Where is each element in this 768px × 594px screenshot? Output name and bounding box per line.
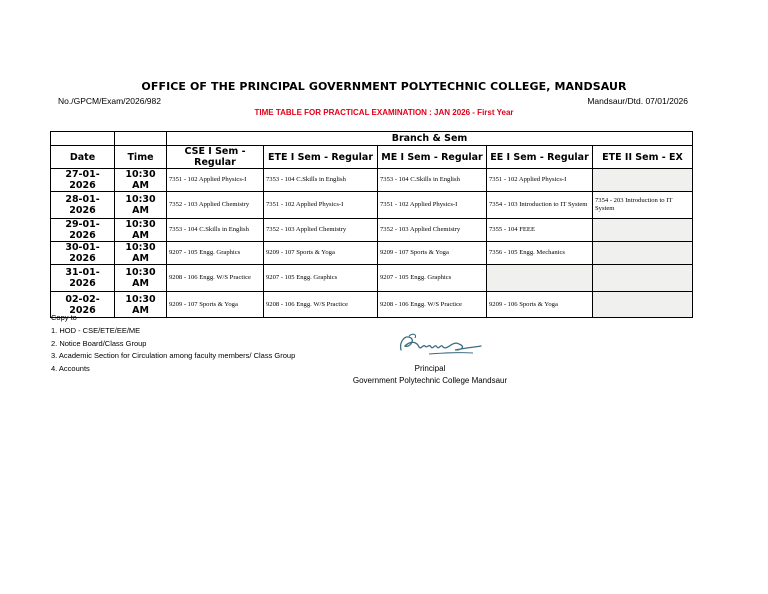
subject-cell: 7355 - 104 FEEE [487, 219, 593, 242]
copy-to-item: 4. Accounts [51, 364, 90, 374]
table-row [51, 169, 693, 192]
subject-cell: 7351 - 102 Applied Physics-I [487, 169, 593, 192]
subject-cell: 9208 - 106 Engg. W/S Practice [167, 265, 264, 292]
exam-time: 10:30 AM [115, 169, 167, 192]
exam-time: 10:30 AM [115, 192, 167, 219]
subject-cell: 7352 - 103 Applied Chemistry [378, 219, 487, 242]
subject-cell: 9209 - 107 Sports & Yoga [264, 242, 378, 265]
timetable-subtitle: TIME TABLE FOR PRACTICAL EXAMINATION : JAN 2026 - First Year [254, 108, 514, 117]
table-group-header-row [51, 132, 693, 146]
signatory-institution: Government Polytechnic College Mandsaur [352, 375, 508, 385]
subject-cell: 9209 - 107 Sports & Yoga [167, 292, 264, 318]
signatory-block [300, 363, 560, 386]
subject-cell: 7353 - 104 C.Skills in English [378, 169, 487, 192]
exam-date: 31-01-2026 [51, 265, 115, 292]
table-row [51, 242, 693, 265]
subject-cell: 9208 - 106 Engg. W/S Practice [378, 292, 487, 318]
header-blank [115, 132, 167, 146]
subject-cell: 7353 - 104 C.Skills in English [264, 169, 378, 192]
signature-icon [395, 328, 487, 360]
copy-to-list [51, 312, 295, 376]
exam-time: 10:30 AM [115, 242, 167, 265]
subject-cell: 7352 - 103 Applied Chemistry [167, 192, 264, 219]
copy-to-item: 3. Academic Section for Circulation among faculty members/ Class Group [51, 351, 296, 361]
empty-cell [487, 265, 593, 292]
subject-cell: 9207 - 105 Engg. Graphics [264, 265, 378, 292]
column-header-cse-1: CSE I Sem - Regular [167, 146, 264, 169]
table-row [51, 265, 693, 292]
exam-time: 10:30 AM [115, 292, 167, 318]
column-header-date: Date [51, 146, 115, 169]
column-header-me-1: ME I Sem - Regular [378, 146, 487, 169]
empty-cell [593, 265, 693, 292]
empty-cell [593, 292, 693, 318]
subject-cell: 7352 - 103 Applied Chemistry [264, 219, 378, 242]
subject-cell: 9207 - 105 Engg. Graphics [167, 242, 264, 265]
empty-cell [593, 219, 693, 242]
exam-date: 27-01-2026 [51, 169, 115, 192]
empty-cell [593, 242, 693, 265]
branch-sem-header: Branch & Sem [167, 132, 693, 146]
table-row [51, 219, 693, 242]
exam-time: 10:30 AM [115, 219, 167, 242]
place-date: Mandsaur/Dtd. 07/01/2026 [587, 96, 688, 106]
subject-cell: 9208 - 106 Engg. W/S Practice [264, 292, 378, 318]
subject-cell: 7354 - 203 Introduction to IT System [593, 192, 693, 219]
empty-cell [593, 169, 693, 192]
copy-to-item: 1. HOD - CSE/ETE/EE/ME [51, 325, 141, 335]
subject-cell: 7354 - 103 Introduction to IT System [487, 192, 593, 219]
subject-cell: 9209 - 107 Sports & Yoga [378, 242, 487, 265]
subject-cell: 7351 - 102 Applied Physics-I [378, 192, 487, 219]
column-header-ee-1: EE I Sem - Regular [487, 146, 593, 169]
timetable [50, 131, 693, 318]
subject-cell: 7356 - 105 Engg. Mechanics [487, 242, 593, 265]
reference-number: No./GPCM/Exam/2026/982 [58, 96, 161, 106]
subject-cell: 9209 - 106 Sports & Yoga [487, 292, 593, 318]
table-row [51, 192, 693, 219]
exam-date: 02-02-2026 [51, 292, 115, 318]
document-title: OFFICE OF THE PRINCIPAL GOVERNMENT POLYTECHNIC COLLEGE, MANDSAUR [141, 80, 627, 93]
signatory-designation: Principal [414, 364, 446, 373]
subject-cell: 9207 - 105 Engg. Graphics [378, 265, 487, 292]
exam-time: 10:30 AM [115, 265, 167, 292]
header-blank [51, 132, 115, 146]
subject-cell: 7351 - 102 Applied Physics-I [264, 192, 378, 219]
copy-to-item: 2. Notice Board/Class Group [51, 338, 147, 348]
column-header-ete-1: ETE I Sem - Regular [264, 146, 378, 169]
subject-cell: 7353 - 104 C.Skills in English [167, 219, 264, 242]
copy-to-heading: Copy to [51, 313, 77, 322]
exam-date: 28-01-2026 [51, 192, 115, 219]
exam-date: 29-01-2026 [51, 219, 115, 242]
table-column-header-row [51, 146, 693, 169]
exam-date: 30-01-2026 [51, 242, 115, 265]
column-header-time: Time [115, 146, 167, 169]
column-header-ete-2: ETE II Sem - EX [593, 146, 693, 169]
subject-cell: 7351 - 102 Applied Physics-I [167, 169, 264, 192]
